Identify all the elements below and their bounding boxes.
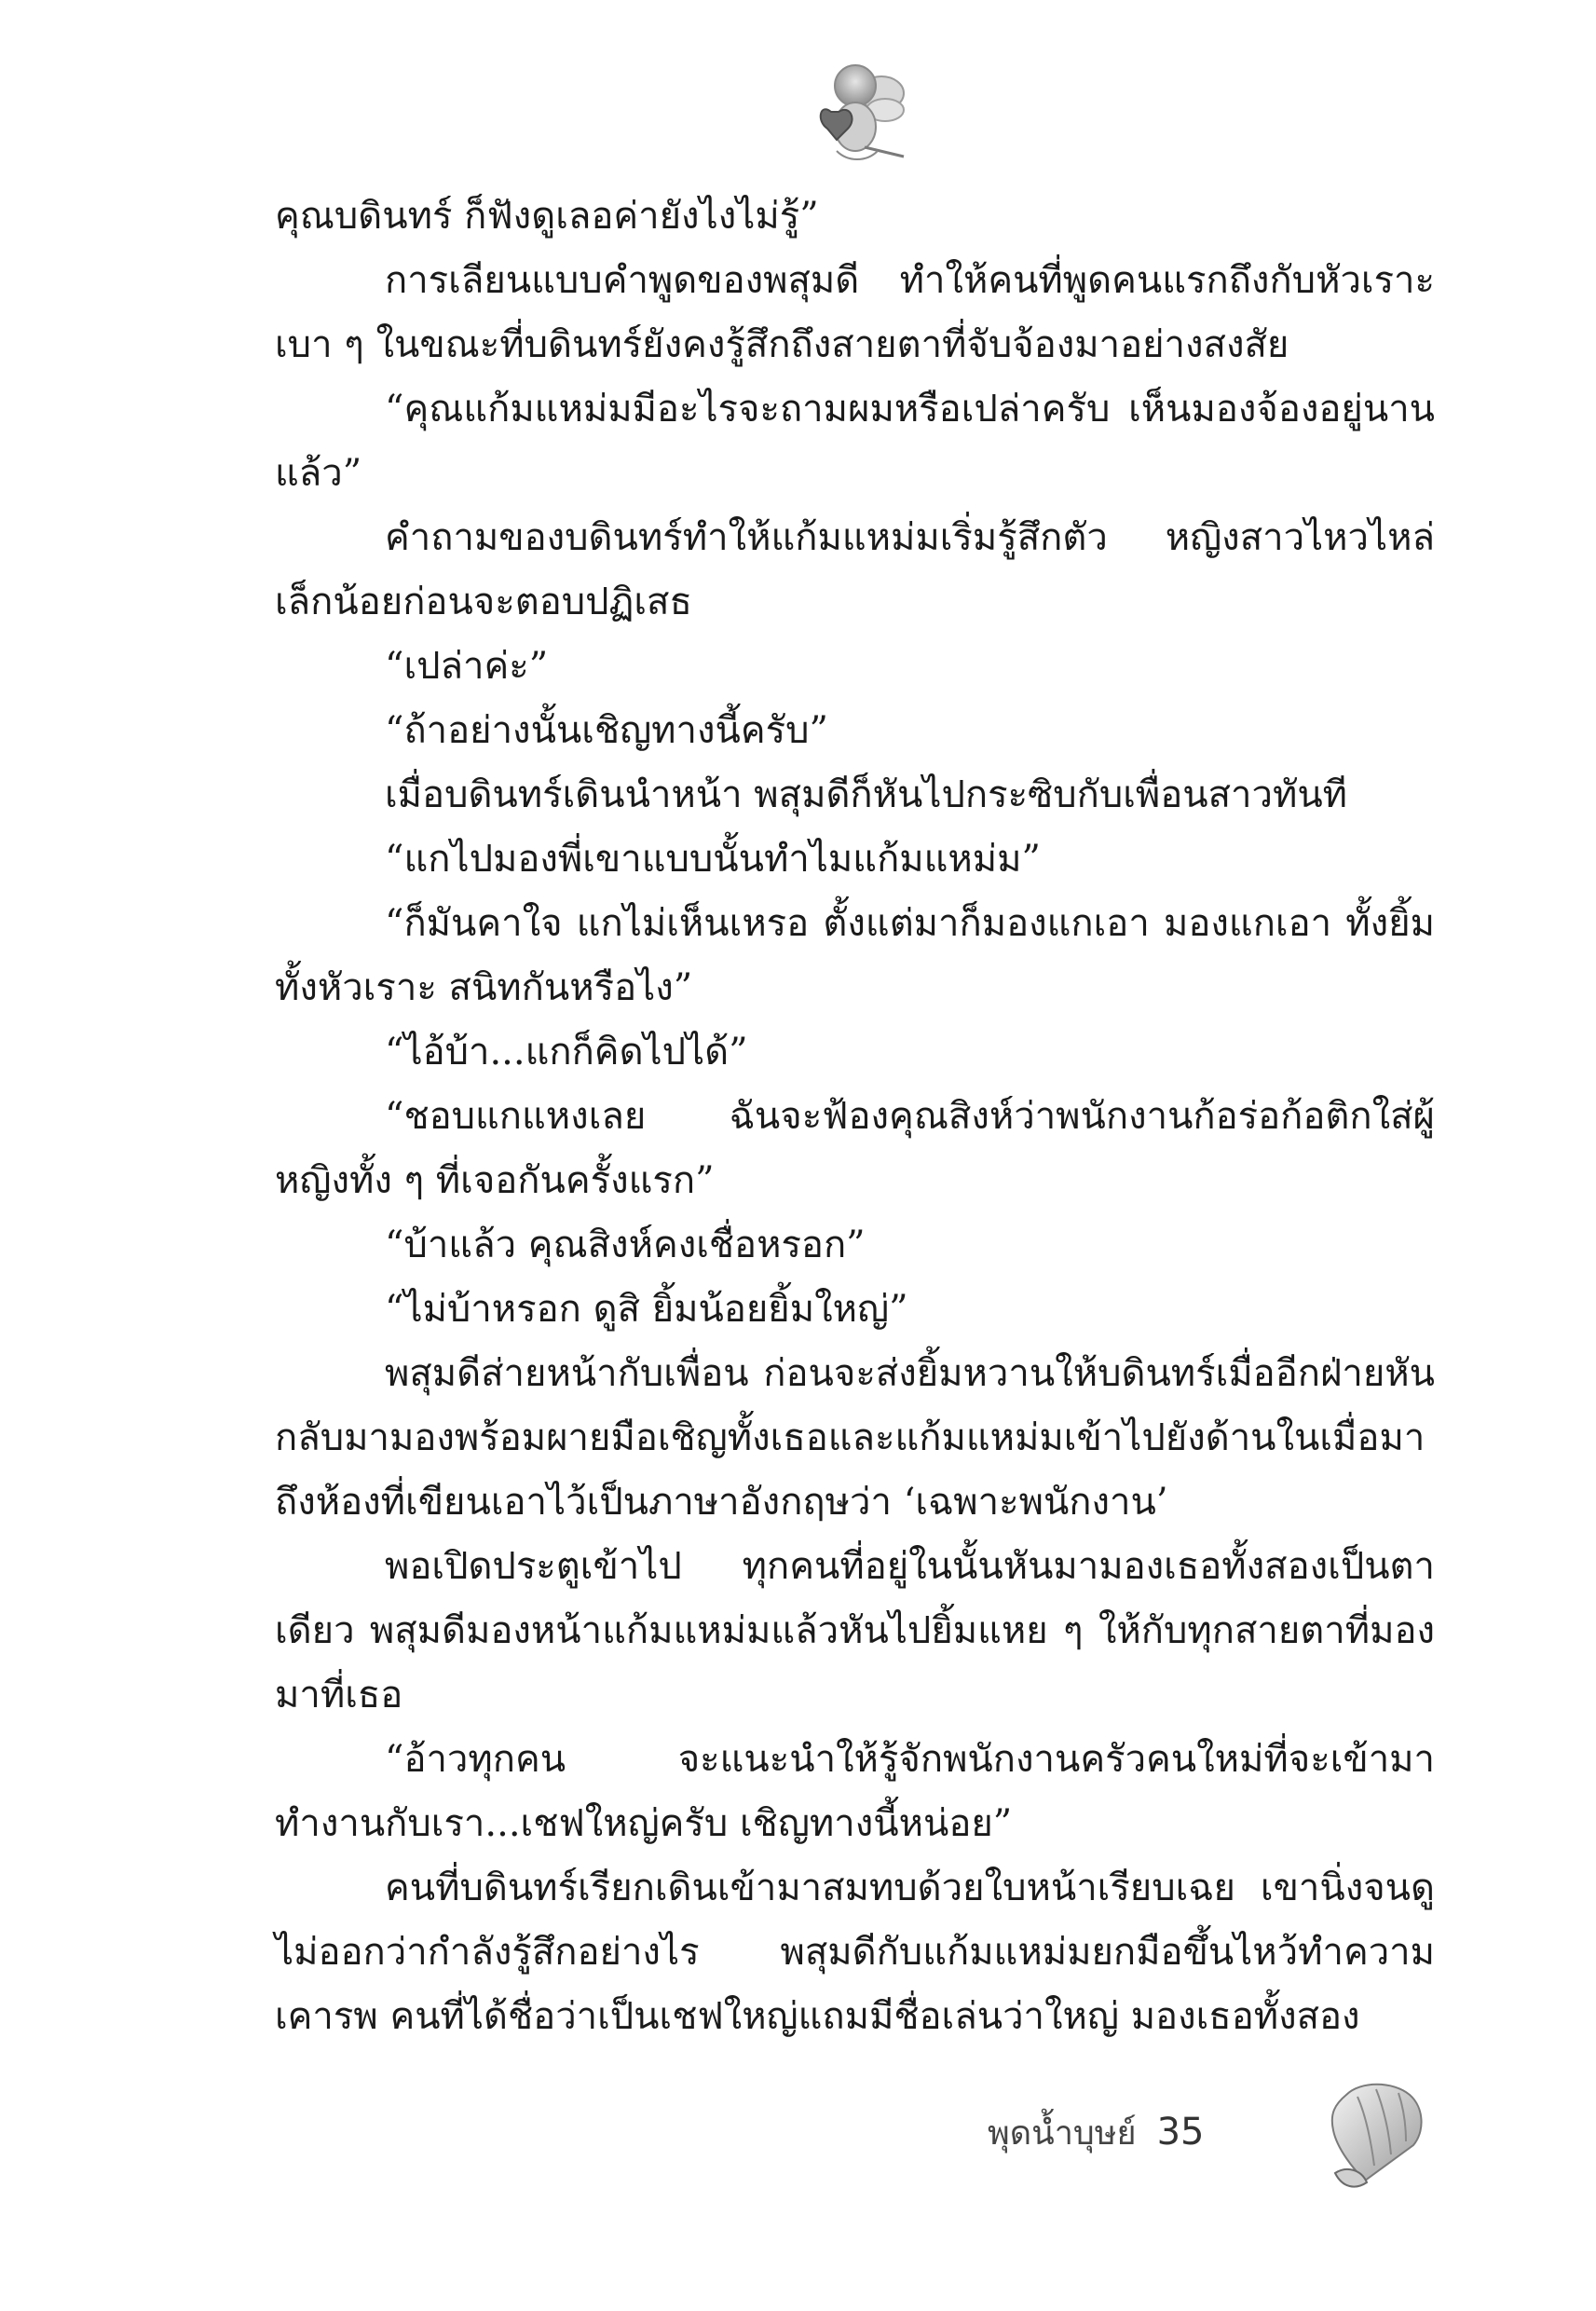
paragraph: “ไอ้บ้า...แกก็คิดไปได้”	[385, 1031, 748, 1073]
paragraph: “ก็มันคาใจ แกไม่เห็นเหรอ ตั้งแต่มาก็มองแกเอา มองแกเอา ทั้งยิ้มทั้งหัวเราะ สนิทกันหรือไง”	[275, 902, 1435, 1009]
paragraph: พสุมดีส่ายหน้ากับเพื่อน ก่อนจะส่งยิ้มหวานให้บดินทร์เมื่ออีกฝ่ายหันกลับมามองพร้อมผายมือเชิญทั้งเธอและแก้มแหม่มเข้าไปยังด้านในเมื่อมาถึงห้องที่เขียนเอาไว้เป็นภาษาอังกฤษว่า ‘เฉพาะพนักงาน’	[275, 1352, 1435, 1524]
paragraph: “อ้าวทุกคน จะแนะนำให้รู้จักพนักงานครัวคนใหม่ที่จะเข้ามาทำงานกับเรา...เชฟใหญ่ครับ เชิญทางนี้หน่อย”	[275, 1738, 1435, 1845]
paragraph: “เปล่าค่ะ”	[385, 645, 549, 688]
body-text	[275, 185, 1435, 2049]
paragraph: เมื่อบดินทร์เดินนำหน้า พสุมดีก็หันไปกระซิบกับเพื่อนสาวทันที	[385, 773, 1348, 816]
page-number: 35	[1156, 2111, 1205, 2154]
book-title: พุดน้ำบุษย์	[988, 2113, 1137, 2153]
paragraph: คำถามของบดินทร์ทำให้แก้มแหม่มเริ่มรู้สึกตัว หญิงสาวไหวไหล่เล็กน้อยก่อนจะตอบปฏิเสธ	[275, 516, 1435, 623]
cupid-angel-icon	[799, 54, 911, 166]
paragraph: “ชอบแกแหงเลย ฉันจะฟ้องคุณสิงห์ว่าพนักงานก้อร่อก้อติกใส่ผู้หญิงทั้ง ๆ ที่เจอกันครั้งแรก”	[275, 1095, 1435, 1202]
chef-hat-icon	[1309, 2076, 1430, 2197]
paragraph: “บ้าแล้ว คุณสิงห์คงเชื่อหรอก”	[385, 1224, 866, 1266]
paragraph: “ถ้าอย่างนั้นเชิญทางนี้ครับ”	[385, 709, 828, 752]
paragraph: การเลียนแบบคำพูดของพสุมดี ทำให้คนที่พูดคนแรกถึงกับหัวเราะเบา ๆ ในขณะที่บดินทร์ยังคงรู้สึกถึงสายตาที่จับจ้องมาอย่างสงสัย	[275, 259, 1435, 366]
paragraph: คุณบดินทร์ ก็ฟังดูเลอค่ายังไงไม่รู้”	[275, 195, 819, 238]
page-footer	[988, 2104, 1205, 2160]
paragraph: “คุณแก้มแหม่มมีอะไรจะถามผมหรือเปล่าครับ เห็นมองจ้องอยู่นานแล้ว”	[275, 388, 1435, 495]
paragraph: พอเปิดประตูเข้าไป ทุกคนที่อยู่ในนั้นหันมามองเธอทั้งสองเป็นตาเดียว พสุมดีมองหน้าแก้มแหม่มแล้วหันไปยิ้มแหย ๆ ให้กับทุกสายตาที่มองมาที่เธอ	[275, 1545, 1435, 1716]
paragraph: “ไม่บ้าหรอก ดูสิ ยิ้มน้อยยิ้มใหญ่”	[385, 1288, 908, 1331]
paragraph: “แกไปมองพี่เขาแบบนั้นทำไมแก้มแหม่ม”	[385, 838, 1041, 881]
paragraph: คนที่บดินทร์เรียกเดินเข้ามาสมทบด้วยใบหน้าเรียบเฉย เขานิ่งจนดูไม่ออกว่ากำลังรู้สึกอย่างไร พสุมดีกับแก้มแหม่มยกมือขึ้นไหว้ทำความเคารพ คนที่ได้ชื่อว่าเป็นเชฟใหญ่แถมมีชื่อเล่นว่าใหญ่ มองเธอทั้งสอง	[275, 1867, 1435, 2038]
